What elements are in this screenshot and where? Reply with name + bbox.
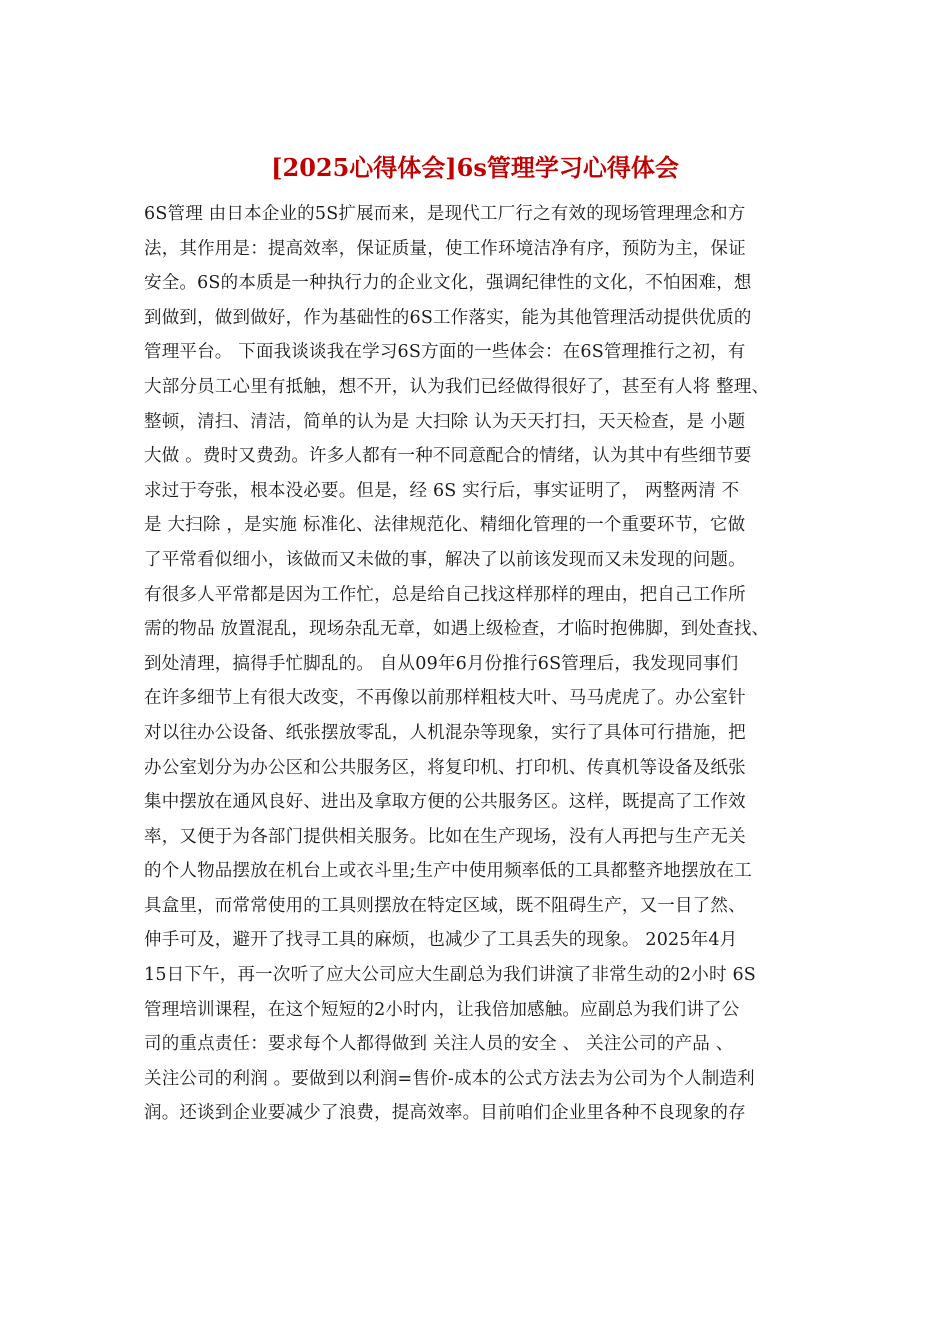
body-text-line: 法，其作用是：提高效率，保证质量，使工作环境洁净有序，预防为主，保证: [144, 238, 746, 259]
body-text-line: 润。还谈到企业要减少了浪费，提高效率。目前咱们企业里各种不良现象的存: [144, 1103, 746, 1124]
body-text-line: 到处清理，搞得手忙脚乱的。 自从09年6月份推行6S管理后，我发现同事们: [144, 653, 739, 674]
document-body: [144, 197, 824, 1131]
body-text-line: 安全。6S的本质是一种执行力的企业文化，强调纪律性的文化，不怕困难，想: [144, 273, 752, 294]
body-text-line: 集中摆放在通风良好、进出及拿取方便的公共服务区。这样，既提高了工作效: [144, 792, 746, 813]
body-text-line: 15日下午，再一次听了应大公司应大生副总为我们讲演了非常生动的2小时 6S: [144, 965, 756, 986]
body-text-line: 求过于夸张，根本没必要。但是，经 6S 实行后，事实证明了， 两整两清 不: [144, 480, 740, 501]
body-text-line: 率，又便于为各部门提供相关服务。比如在生产现场，没有人再把与生产无关: [144, 826, 746, 847]
body-text-line: 具盒里，而常常使用的工具则摆放在特定区域，既不阻碍生产，又一目了然、: [144, 895, 746, 916]
body-text-line: 伸手可及，避开了找寻工具的麻烦，也减少了工具丢失的现象。 2025年4月: [144, 930, 738, 951]
document-title: [2025心得体会]6s管理学习心得体会: [271, 153, 679, 182]
body-text-line: 对以往办公设备、纸张摆放零乱，人机混杂等现象，实行了具体可行措施，把: [144, 722, 746, 743]
body-text-line: 了平常看似细小，该做而又未做的事，解决了以前该发现而又未发现的问题。: [144, 549, 746, 570]
body-text-line: 司的重点责任：要求每个人都得做到 关注人员的安全 、 关注公司的产品 、: [144, 1034, 734, 1055]
body-text-line: 管理培训课程，在这个短短的2小时内，让我倍加感触。应副总为我们讲了公: [144, 999, 740, 1020]
body-text-line: 的个人物品摆放在机台上或衣斗里;生产中使用频率低的工具都整齐地摆放在工: [144, 861, 752, 882]
body-text-line: 整顿，清扫、清洁，简单的认为是 大扫除 认为天天打扫，天天检查，是 小题: [144, 411, 746, 432]
body-text-line: 大做 。费时又费劲。许多人都有一种不同意配合的情绪，认为其中有些细节要: [144, 446, 752, 467]
body-text-line: 是 大扫除 ，是实施 标准化、法律规范化、精细化管理的一个重要环节，它做: [144, 515, 746, 536]
body-text-line: 关注公司的利润 。要做到以利润=售价-成本的公式方法去为公司为个人制造利: [144, 1068, 755, 1089]
body-text-line: 6S管理 由日本企业的5S扩展而来，是现代工厂行之有效的现场管理理念和方: [144, 204, 746, 224]
body-text-line: 办公室划分为办公区和公共服务区，将复印机、打印机、传真机等设备及纸张: [144, 757, 746, 778]
body-text-line: 到做到，做到做好，作为基础性的6S工作落实，能为其他管理活动提供优质的: [144, 307, 752, 328]
body-text-line: 有很多人平常都是因为工作忙，总是给自己找这样那样的理由，把自己工作所: [144, 584, 746, 605]
body-text-line: 在许多细节上有很大改变，不再像以前那样粗枝大叶、马马虎虎了。办公室针: [144, 688, 746, 709]
body-text-line: 大部分员工心里有抵触，想不开，认为我们已经做得很好了，甚至有人将 整理、: [144, 376, 770, 397]
body-text-line: 需的物品 放置混乱，现场杂乱无章，如遇上级检查，才临时抱佛脚，到处查找、: [144, 619, 770, 640]
body-text-line: 管理平台。 下面我谈谈我在学习6S方面的一些体会：在6S管理推行之初，有: [144, 342, 746, 363]
